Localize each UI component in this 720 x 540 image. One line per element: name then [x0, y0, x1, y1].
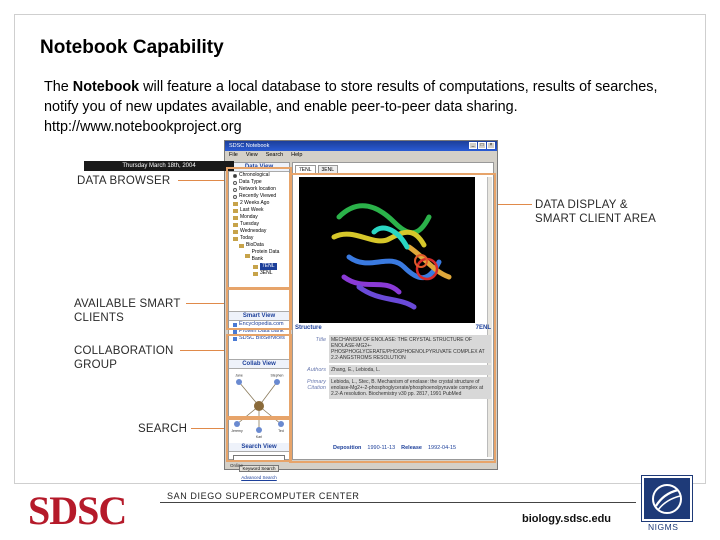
structure-id: 7ENL [475, 325, 491, 331]
deposition-label: Deposition [333, 445, 362, 451]
callout-data-browser: DATA BROWSER [77, 175, 171, 187]
leader-search [191, 428, 226, 429]
intro-bold: Notebook [72, 79, 140, 95]
smart-client-item[interactable]: Protein Data Bank [229, 328, 289, 335]
tree-item-label: 2 Weeks Ago [240, 200, 270, 206]
menu-bar [225, 151, 497, 160]
highlight-search [226, 418, 292, 462]
tab-7enl[interactable]: 7ENL [295, 165, 316, 174]
highlight-data-display [289, 173, 496, 463]
callout-smart-clients: AVAILABLE SMART CLIENTS [74, 298, 181, 324]
highlight-data-browser [226, 167, 292, 289]
info-value: MECHANISM OF ENOLASE: THE CRYSTAL STRUCTURE OF ENOLASE-MG2+-PHOSPHOGLYCERATE/PHOSPHOENOLPYRUVATE COMPLEX AT 2.2-ANGSTROMS RESOLUTION [329, 335, 491, 363]
biology-site-link[interactable]: biology.sdsc.edu [522, 513, 612, 525]
search-view-heading: Search View [229, 443, 289, 452]
peer-label: Ted [278, 429, 284, 433]
info-value: Lebioda, L., Stec, B. Mechanism of enolase: the crystal structure of enolase-Mg2+-2-phosphoglycerate/phosphoenolpyruvate complex at 2.2-A resolution. Biochemistry v30 pp. 2817, 1991 PubMed [329, 377, 491, 399]
info-value: Zhang, E., Lebioda, L. [329, 365, 491, 375]
release-label: Release [401, 445, 422, 451]
tree-item-label: Last Week [240, 207, 264, 213]
radio-label: Data Type [239, 179, 262, 185]
leader-data-browser [178, 180, 226, 181]
peer-label: Jeremy [231, 429, 243, 433]
intro-rest: will feature a local database to store results of computations, results of searches, notify you of new updates available, and enable peer-to-peer data sharing. [44, 79, 658, 115]
smart-client-item[interactable]: Encyclopedia.com [229, 321, 289, 328]
tree-item-label: BioData [246, 242, 264, 248]
window-title: SDSC Notebook [229, 143, 270, 149]
info-label: Authors [307, 367, 326, 373]
intro-paragraph [44, 77, 684, 137]
collab-view-heading: Collab View [229, 360, 289, 369]
release-date: 1992-04-15 [427, 445, 457, 451]
radio-label: Chronological [239, 172, 270, 178]
tree-item-label: Today [240, 235, 254, 241]
highlight-smart-clients [226, 288, 292, 330]
tree-item-label: 7ENL [262, 263, 275, 269]
menu-file[interactable]: File [229, 152, 238, 158]
callout-search: SEARCH [138, 423, 188, 435]
tree-item-label: 3ENL [260, 270, 273, 276]
leader-collaboration [180, 350, 226, 351]
leader-data-display [496, 204, 532, 205]
tree-item-label: Tuesday [240, 221, 259, 227]
smart-client-item[interactable]: SDSC BioServices [229, 335, 289, 342]
peer-label: Karl [255, 435, 263, 439]
tab-3enl[interactable]: 3ENL [318, 165, 339, 174]
highlight-collaboration [226, 334, 292, 418]
status-bar: Online [230, 463, 244, 468]
menu-help[interactable]: Help [291, 152, 303, 158]
maximize-icon[interactable]: □ [478, 142, 486, 149]
client-icon [233, 330, 237, 334]
tree-item-label: Monday [240, 214, 258, 220]
nigms-logo [642, 476, 692, 521]
peer-label: Stephen [270, 373, 284, 378]
nigms-emblem-icon [644, 478, 690, 519]
window-titlebar [225, 141, 497, 151]
tree-item-label: Wednesday [240, 228, 267, 234]
footer-divider [160, 502, 636, 503]
leader-smart-clients [186, 303, 226, 304]
structure-label: Structure [295, 325, 322, 331]
menu-search[interactable]: Search [265, 152, 284, 158]
info-label: Primary Citation [307, 379, 326, 391]
intro-prefix: The [44, 79, 73, 95]
close-icon[interactable]: × [487, 142, 495, 149]
radio-label: Network location [239, 186, 276, 192]
callout-data-display: DATA DISPLAY & SMART CLIENT AREA [535, 199, 656, 225]
radio-label: Recently Viewed [239, 193, 277, 199]
deposition-date: 1990-11-13 [367, 445, 396, 451]
center-name: SAN DIEGO SUPERCOMPUTER CENTER [167, 491, 360, 501]
nigms-label: NIGMS [648, 522, 679, 532]
data-view-heading: Data View [229, 163, 289, 172]
callout-collaboration: COLLABORATION GROUP [74, 345, 174, 371]
advanced-search-link[interactable]: Advanced Search [241, 475, 277, 480]
tree-item-label: Protein Data Bank [251, 249, 280, 262]
minimize-icon[interactable]: _ [469, 142, 477, 149]
menu-view[interactable]: View [245, 152, 258, 158]
date-bar: Thursday March 18th, 2004 [84, 161, 234, 171]
sdsc-logo: SDSC [28, 488, 127, 533]
info-label: Title [315, 337, 326, 343]
smart-view-heading: Smart View [229, 312, 289, 321]
notebook-url[interactable]: http://www.notebookproject.org [44, 119, 242, 135]
keyword-search-button[interactable]: Keyword Search [239, 465, 279, 472]
slide-title: Notebook Capability [40, 37, 224, 58]
peer-label: Jane [235, 373, 243, 378]
